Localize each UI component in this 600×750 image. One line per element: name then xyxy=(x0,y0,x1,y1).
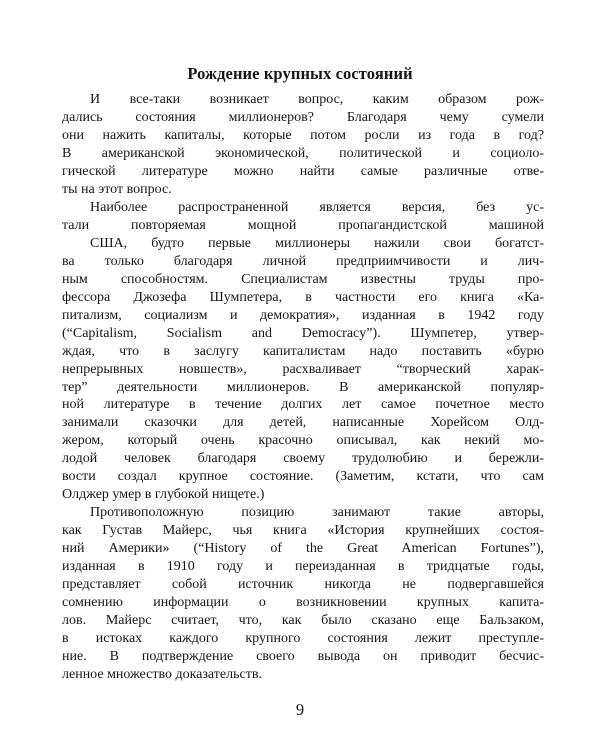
text-line: лодой человек благодаря своему трудолюбию и бережли- xyxy=(62,451,544,467)
text-line: ние. В подтверждение своего вывода он приводит бесчис- xyxy=(62,649,544,665)
text-line: фессора Джозефа Шумпетера, в частности его книга «Ка- xyxy=(62,289,544,305)
text-line: тали повторяемая мощной пропагандистской машиной xyxy=(62,217,544,233)
text-line: ной литературе в течение долгих лет самое почетное место xyxy=(62,397,544,413)
text-line: занимали сказочки для детей, написанные Хорейсом Олд- xyxy=(62,415,544,431)
text-line: Наиболее распространенной является версия, без ус- xyxy=(90,199,544,215)
text-line: жером, который очень красочно описывал, как некий мо- xyxy=(62,433,544,449)
text-line: в истоках каждого крупного состояния лежит преступле- xyxy=(62,631,544,647)
text-line: Противоположную позицию занимают такие авторы, xyxy=(90,505,544,521)
text-line: как Густав Майерс, чья книга «История крупнейших состоя- xyxy=(62,523,544,539)
text-line: питализм, социализм и демократия», изданная в 1942 году xyxy=(62,307,544,323)
text-line: сомнению информации о возникновении крупных капита- xyxy=(62,595,544,611)
page-number: 9 xyxy=(295,700,305,719)
text-line: США, будто первые миллионеры нажили свои богатст- xyxy=(90,235,544,251)
text-line: И все-таки возникает вопрос, каким образом рож- xyxy=(90,92,544,107)
text-line: тер” деятельности миллионеров. В американской популяр- xyxy=(62,379,544,395)
text-line: представляет собой источник никогда не подвергавшейся xyxy=(62,577,544,593)
text-line: Олджер умер в глубокой нищете.) xyxy=(62,487,265,503)
text-line: изданная в 1910 году и переизданная в тридцатые годы, xyxy=(62,559,544,575)
text-line: гической литературе можно найти самые различные отве- xyxy=(62,163,544,179)
text-line: дались состояния миллионеров? Благодаря чему сумели xyxy=(62,109,544,125)
text-line: непрерывных новшеств», расхваливает “творческий харак- xyxy=(62,361,544,377)
text-line: вости создал крупное состояние. (Заметим, кстати, что сам xyxy=(62,469,544,485)
text-line: ным способностям. Специалистам известны труды про- xyxy=(62,271,544,287)
text-line: лов. Майерс считает, что, как было сказано еще Бальзаком, xyxy=(62,613,544,629)
section-heading: Рождение крупных состояний xyxy=(187,64,413,83)
text-line: (“Capitalism, Socialism and Democracy”). Шумпетер, утвер- xyxy=(62,325,544,341)
text-line: В американской экономической, политической и социоло- xyxy=(62,145,544,161)
text-line: ждая, что в заслугу капиталистам надо поставить «бурю xyxy=(62,343,544,359)
text-line: ва только благодаря личной предприимчивости и лич- xyxy=(62,253,544,269)
text-line: ты на этот вопрос. xyxy=(62,181,172,197)
text-line: ний Америки» (“History of the Great American Fortunes”), xyxy=(62,541,544,557)
text-line: ленное множество доказательств. xyxy=(62,667,262,683)
text-line: они нажить капиталы, которые потом росли из года в год? xyxy=(62,127,544,143)
